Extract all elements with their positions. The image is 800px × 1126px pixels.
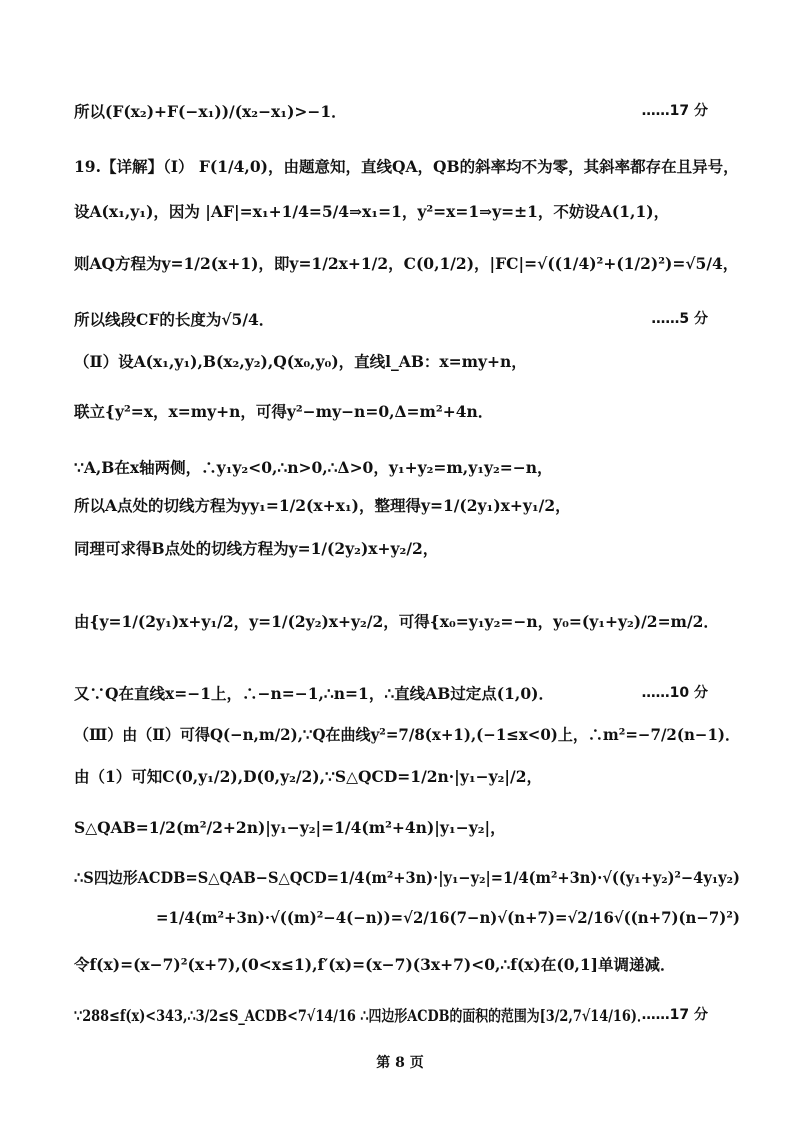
solution-line: [74, 100, 740, 122]
solution-line: [74, 953, 740, 975]
solution-line: [74, 155, 740, 177]
solution-line: [74, 537, 740, 559]
solution-line-text: 19.【详解】（Ⅰ） F(1/4,0)，由题意知，直线QA，QB的斜率均不为零，其斜率都存在且异号，: [74, 157, 739, 176]
page-number: 第 8 页: [376, 1055, 424, 1071]
solution-line: [74, 350, 740, 372]
solution-line: [74, 1004, 740, 1026]
solution-line: [74, 252, 740, 274]
score-marker: ……17 分: [641, 103, 708, 119]
score-marker: ……5 分: [651, 311, 708, 327]
score-marker: ……17 分: [641, 1007, 708, 1023]
solution-line-text: 设A(x₁,y₁)，因为 |AF|=x₁+1/4=5/4⇒x₁=1，y²=x=1⇒y=±1，不妨设A(1,1)，: [74, 202, 670, 221]
solution-line: [74, 308, 740, 330]
solution-line-text: 由{y=1/(2y₁)x+y₁/2，y=1/(2y₂)x+y₂/2，可得{x₀=y₁y₂=−n，y₀=(y₁+y₂)/2=m/2．: [74, 612, 719, 631]
solution-line-text: ∵A,B在x轴两侧，∴y₁y₂<0,∴n>0,∴Δ>0，y₁+y₂=m,y₁y₂=−n，: [74, 458, 553, 477]
solution-line-text: ∵288≤f(x)<343,∴3/2≤S_ACDB<7√14/16 ∴四边形ACDB的面积的范围为[3/2,7√14/16)．: [74, 1006, 650, 1025]
solution-line: [74, 723, 740, 745]
solution-line-text: ∴S四边形ACDB=S△QAB−S△QCD=1/4(m²+3n)·|y₁−y₂|=1/4(m²+3n)·√((y₁+y₂)²−4y₁y₂): [74, 868, 740, 887]
solution-line-text: 则AQ方程为y=1/2(x+1)，即y=1/2x+1/2，C(0,1/2)，|FC|=√((1/4)²+(1/2)²)=√5/4，: [74, 254, 739, 273]
solution-line: [74, 610, 740, 632]
solution-line: [74, 765, 740, 787]
solution-line: [74, 200, 740, 222]
solution-line: [74, 866, 740, 888]
solution-line-text: 又∵Q在直线x=−1上，∴−n=−1,∴n=1，∴直线AB过定点(1,0)．: [74, 684, 554, 703]
solution-line-text: =1/4(m²+3n)·√((m)²−4(−n))=√2/16(7−n)√(n+7)=√2/16√((n+7)(n−7)²): [156, 908, 740, 927]
solution-line: [74, 456, 740, 478]
solution-line-text: 由（1）可知C(0,y₁/2),D(0,y₂/2),∵S△QCD=1/2n·|y₁−y₂|/2，: [74, 767, 542, 786]
solution-line-text: 所以(F(x₂)+F(−x₁))/(x₂−x₁)>−1．: [74, 102, 347, 121]
solution-line-text: 联立{y²=x，x=my+n，可得y²−my−n=0,Δ=m²+4n．: [74, 402, 494, 421]
score-marker: ……10 分: [641, 685, 708, 701]
solution-line: [156, 908, 740, 927]
solution-line-text: （Ⅲ）由（Ⅱ）可得Q(−n,m/2),∵Q在曲线y²=7/8(x+1),(−1≤x<0)上，∴m²=−7/2(n−1)．: [74, 725, 740, 744]
solution-line: [74, 682, 740, 704]
solution-line-text: 令f(x)=(x−7)²(x+7),(0<x≤1),f′(x)=(x−7)(3x+7)<0,∴f(x)在(0,1]单调递减．: [74, 955, 676, 974]
solution-line: [74, 400, 740, 422]
solution-line: [74, 816, 740, 838]
solution-line-text: 同理可求得B点处的切线方程为y=1/(2y₂)x+y₂/2，: [74, 539, 439, 558]
solution-line: [74, 494, 740, 516]
solution-line-text: 所以线段CF的长度为√5/4．: [74, 310, 275, 329]
solution-line-text: （Ⅱ）设A(x₁,y₁),B(x₂,y₂),Q(x₀,y₀)，直线l_AB：x=my+n，: [74, 352, 527, 371]
solution-line-text: 所以A点处的切线方程为yy₁=1/2(x+x₁)，整理得y=1/(2y₁)x+y₁/2，: [74, 496, 571, 515]
solution-line-text: S△QAB=1/2(m²/2+2n)|y₁−y₂|=1/4(m²+4n)|y₁−y₂|，: [74, 818, 506, 837]
